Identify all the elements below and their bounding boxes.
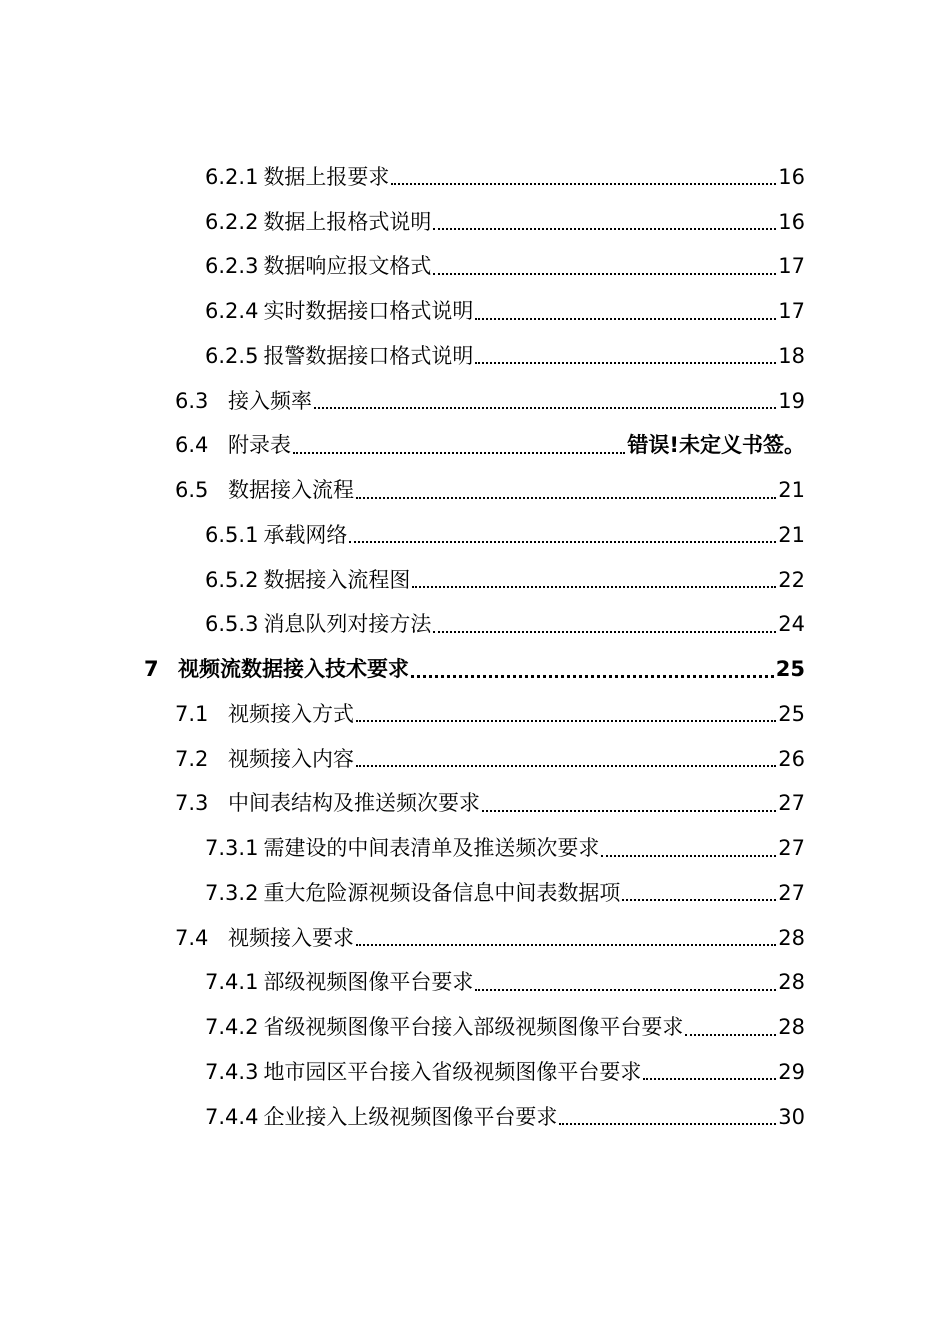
toc-entry-page: 25 xyxy=(775,657,805,682)
toc-entry[interactable] xyxy=(0,961,950,1006)
toc-entry[interactable] xyxy=(0,468,950,513)
toc-entry-page: 16 xyxy=(778,164,805,189)
toc-entry-number: 6.4 xyxy=(175,433,209,458)
toc-entry-title: 视频流数据接入技术要求 xyxy=(178,657,409,682)
toc-entry-number: 7.4.3 xyxy=(205,1059,259,1084)
toc-entry-title: 数据接入流程图 xyxy=(263,567,411,592)
toc-dot-leader xyxy=(433,273,776,275)
toc-entry-number: 6.2.2 xyxy=(205,209,259,234)
toc-entry-number: 6.2.3 xyxy=(205,254,259,279)
toc-entry[interactable] xyxy=(0,737,950,782)
toc-entry-chapter[interactable] xyxy=(0,647,950,692)
toc-entry-page: 29 xyxy=(778,1059,805,1084)
toc-entry-page: 17 xyxy=(778,299,805,324)
toc-entry-number: 6.5.2 xyxy=(205,567,259,592)
toc-entry-title: 附录表 xyxy=(228,433,291,458)
toc-entry-number: 7.4.2 xyxy=(205,1015,259,1040)
toc-entry-page: 26 xyxy=(778,746,805,771)
toc-dot-leader xyxy=(391,183,776,185)
toc-entry[interactable] xyxy=(0,692,950,737)
toc-entry-page: 17 xyxy=(778,254,805,279)
toc-entry-title: 消息队列对接方法 xyxy=(263,612,432,637)
toc-entry[interactable] xyxy=(0,424,950,469)
toc-dot-leader xyxy=(314,407,776,409)
toc-dot-leader xyxy=(622,899,776,901)
toc-dot-leader xyxy=(356,765,776,767)
toc-entry-title: 部级视频图像平台要求 xyxy=(263,970,474,995)
toc-entry-page: 28 xyxy=(778,1015,805,1040)
toc-entry-number: 7.3.2 xyxy=(205,880,259,905)
toc-dot-leader xyxy=(475,318,776,320)
toc-entry-page: 27 xyxy=(778,880,805,905)
toc-entry-title: 中间表结构及推送频次要求 xyxy=(228,791,480,816)
toc-dot-leader xyxy=(482,810,776,812)
toc-entry[interactable] xyxy=(0,1005,950,1050)
toc-dot-leader xyxy=(411,675,774,678)
toc-entry-number: 7.2 xyxy=(175,746,209,771)
toc-entry[interactable] xyxy=(0,155,950,200)
toc-entry-number: 7.4 xyxy=(175,925,209,950)
toc-entry-page: 28 xyxy=(778,925,805,950)
toc-entry[interactable] xyxy=(0,782,950,827)
toc-entry-number: 6.5.1 xyxy=(205,522,259,547)
toc-entry-page: 27 xyxy=(778,836,805,861)
toc-entry[interactable] xyxy=(0,200,950,245)
toc-dot-leader xyxy=(356,944,776,946)
toc-entry-number: 7.4.1 xyxy=(205,970,259,995)
toc-entry-page: 21 xyxy=(778,522,805,547)
toc-dot-leader xyxy=(685,1034,776,1036)
toc-entry-page: 30 xyxy=(778,1104,805,1129)
toc-entry[interactable] xyxy=(0,289,950,334)
toc-dot-leader xyxy=(433,631,776,633)
toc-dot-leader xyxy=(293,452,625,454)
toc-entry-page: 28 xyxy=(778,970,805,995)
toc-dot-leader xyxy=(349,541,776,543)
toc-entry-number: 6.5.3 xyxy=(205,612,259,637)
toc-dot-leader xyxy=(356,720,776,722)
toc-entry-title: 地市园区平台接入省级视频图像平台要求 xyxy=(263,1059,642,1084)
toc-entry-page: 25 xyxy=(778,701,805,726)
toc-entry-title: 视频接入内容 xyxy=(228,746,354,771)
toc-entry-title: 接入频率 xyxy=(228,388,312,413)
toc-dot-leader xyxy=(433,228,776,230)
toc-dot-leader xyxy=(412,586,776,588)
toc-entry-title: 企业接入上级视频图像平台要求 xyxy=(263,1104,558,1129)
toc-entry[interactable] xyxy=(0,603,950,648)
toc-entry-page: 27 xyxy=(778,791,805,816)
toc-entry-title: 需建设的中间表清单及推送频次要求 xyxy=(263,836,600,861)
toc-entry-page: 16 xyxy=(778,209,805,234)
toc-entry-title: 重大危险源视频设备信息中间表数据项 xyxy=(263,880,621,905)
toc-entry-number: 7.3 xyxy=(175,791,209,816)
toc-entry-title: 数据响应报文格式 xyxy=(263,254,432,279)
toc-entry-number: 6.5 xyxy=(175,478,209,503)
toc-entry[interactable] xyxy=(0,916,950,961)
toc-entry-number: 7 xyxy=(144,657,159,682)
toc-dot-leader xyxy=(601,855,776,857)
toc-entry[interactable] xyxy=(0,1095,950,1140)
toc-dot-leader xyxy=(475,362,776,364)
toc-entry-number: 7.1 xyxy=(175,701,209,726)
toc-entry-title: 实时数据接口格式说明 xyxy=(263,299,474,324)
toc-entry-title: 视频接入要求 xyxy=(228,925,354,950)
toc-entry-number: 7.4.4 xyxy=(205,1104,259,1129)
toc-entry-title: 数据上报要求 xyxy=(263,164,390,189)
toc-entry-title: 视频接入方式 xyxy=(228,701,354,726)
toc-entry-title: 承载网络 xyxy=(263,522,348,547)
toc-entry[interactable] xyxy=(0,871,950,916)
toc-entry[interactable] xyxy=(0,558,950,603)
toc-dot-leader xyxy=(559,1123,776,1125)
toc-entry-number: 6.2.4 xyxy=(205,299,259,324)
toc-entry-title: 数据上报格式说明 xyxy=(263,209,432,234)
toc-entry-title: 省级视频图像平台接入部级视频图像平台要求 xyxy=(263,1015,684,1040)
toc-entry-number: 7.3.1 xyxy=(205,836,259,861)
toc-entry[interactable] xyxy=(0,245,950,290)
toc-entry-page-error: 错误!未定义书签。 xyxy=(627,433,805,458)
toc-entry[interactable] xyxy=(0,826,950,871)
toc-entry[interactable] xyxy=(0,1050,950,1095)
toc-dot-leader xyxy=(475,989,776,991)
toc-entry-page: 24 xyxy=(778,612,805,637)
toc-entry[interactable] xyxy=(0,379,950,424)
toc-entry-title: 数据接入流程 xyxy=(228,478,354,503)
toc-entry-number: 6.2.5 xyxy=(205,343,259,368)
toc-entry-page: 22 xyxy=(778,567,805,592)
toc-dot-leader xyxy=(356,497,776,499)
toc-entry-number: 6.3 xyxy=(175,388,209,413)
toc-entry[interactable] xyxy=(0,334,950,379)
toc-entry-page: 19 xyxy=(778,388,805,413)
toc-entry-page: 21 xyxy=(778,478,805,503)
toc-dot-leader xyxy=(643,1078,776,1080)
toc-entry-number: 6.2.1 xyxy=(205,164,259,189)
table-of-contents xyxy=(0,155,950,1140)
toc-entry-page: 18 xyxy=(778,343,805,368)
toc-entry[interactable] xyxy=(0,513,950,558)
toc-entry-title: 报警数据接口格式说明 xyxy=(263,343,474,368)
